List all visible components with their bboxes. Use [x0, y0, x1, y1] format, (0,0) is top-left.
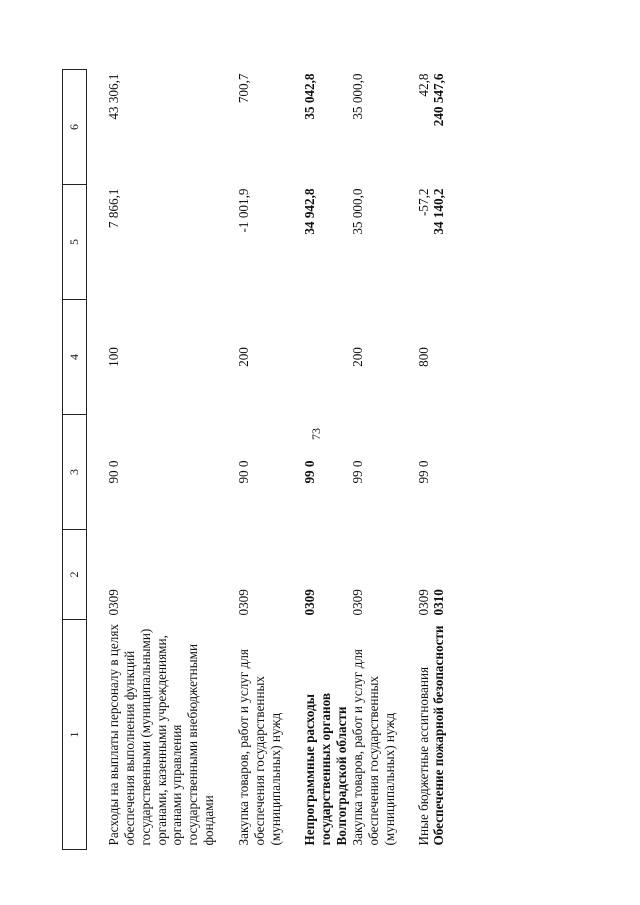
- row-type: [431, 300, 447, 415]
- header-col-4: 4: [63, 300, 87, 415]
- row-total: 42,8: [415, 73, 431, 97]
- row-type: 200: [349, 347, 365, 367]
- row-target: [431, 415, 447, 530]
- row-section: 0309: [415, 589, 431, 616]
- header-row: [63, 70, 87, 850]
- header-col-5: 5: [63, 185, 87, 300]
- row-name: Непрограммные расходы государственных органов Волгоградской области: [302, 693, 350, 846]
- header-col-2: 2: [63, 530, 87, 620]
- row-change: -1 001,9: [235, 188, 251, 233]
- row-total: 43 306,1: [106, 73, 121, 120]
- row-name: Закупка товаров, работ и услуг для обеспечения государственных (муниципальных) нужд: [349, 649, 397, 846]
- row-section: 0309: [106, 589, 121, 616]
- row-target: 99 0: [349, 460, 365, 484]
- page-number: 73: [309, 428, 323, 440]
- row-target: 99 0: [302, 460, 318, 484]
- budget-table: [62, 69, 447, 850]
- row-total: 35 000,0: [349, 73, 365, 120]
- header-col-6: 6: [63, 70, 87, 185]
- row-target: 99 0: [415, 460, 431, 484]
- header-col-3: 3: [63, 415, 87, 530]
- row-type: 800: [415, 347, 431, 367]
- table-row: [350, 70, 398, 850]
- row-name: Закупка товаров, работ и услуг для обеспечения государственных (муниципальных) нужд: [235, 649, 283, 846]
- row-name: Иные бюджетные ассигнования: [415, 666, 431, 846]
- header-col-1: 1: [63, 620, 87, 850]
- row-target: 90 0: [106, 460, 121, 484]
- table-row: [87, 70, 217, 850]
- row-section: 0309: [349, 589, 365, 616]
- row-name: Расходы на выплаты персоналу в целях обеспечения выполнения функций государственными (муниципальными) органами, казенными учреждениями, органами управления государственными внебюджетными фондами: [106, 623, 217, 846]
- rotated-table-container: [62, 70, 622, 850]
- table-row: [431, 70, 447, 850]
- table-row: [217, 70, 284, 850]
- row-section: 0309: [302, 589, 318, 616]
- row-total: 700,7: [235, 73, 251, 104]
- row-name: Обеспечение пожарной безопасности: [431, 625, 447, 846]
- table-row: [398, 70, 432, 850]
- row-target: 90 0: [235, 460, 251, 484]
- row-change: 34 140,2: [431, 188, 447, 235]
- row-change: 34 942,8: [302, 188, 318, 235]
- row-total: 35 042,8: [302, 73, 318, 120]
- table-row: [283, 70, 350, 850]
- row-section: 0309: [235, 589, 251, 616]
- row-change: 7 866,1: [106, 188, 121, 229]
- row-type: [283, 300, 350, 415]
- row-section: 0310: [431, 589, 447, 616]
- row-type: 200: [235, 347, 251, 367]
- row-type: 100: [106, 347, 121, 367]
- row-change: 35 000,0: [349, 188, 365, 235]
- row-total: 240 547,6: [431, 73, 447, 127]
- row-change: -57,2: [415, 188, 431, 216]
